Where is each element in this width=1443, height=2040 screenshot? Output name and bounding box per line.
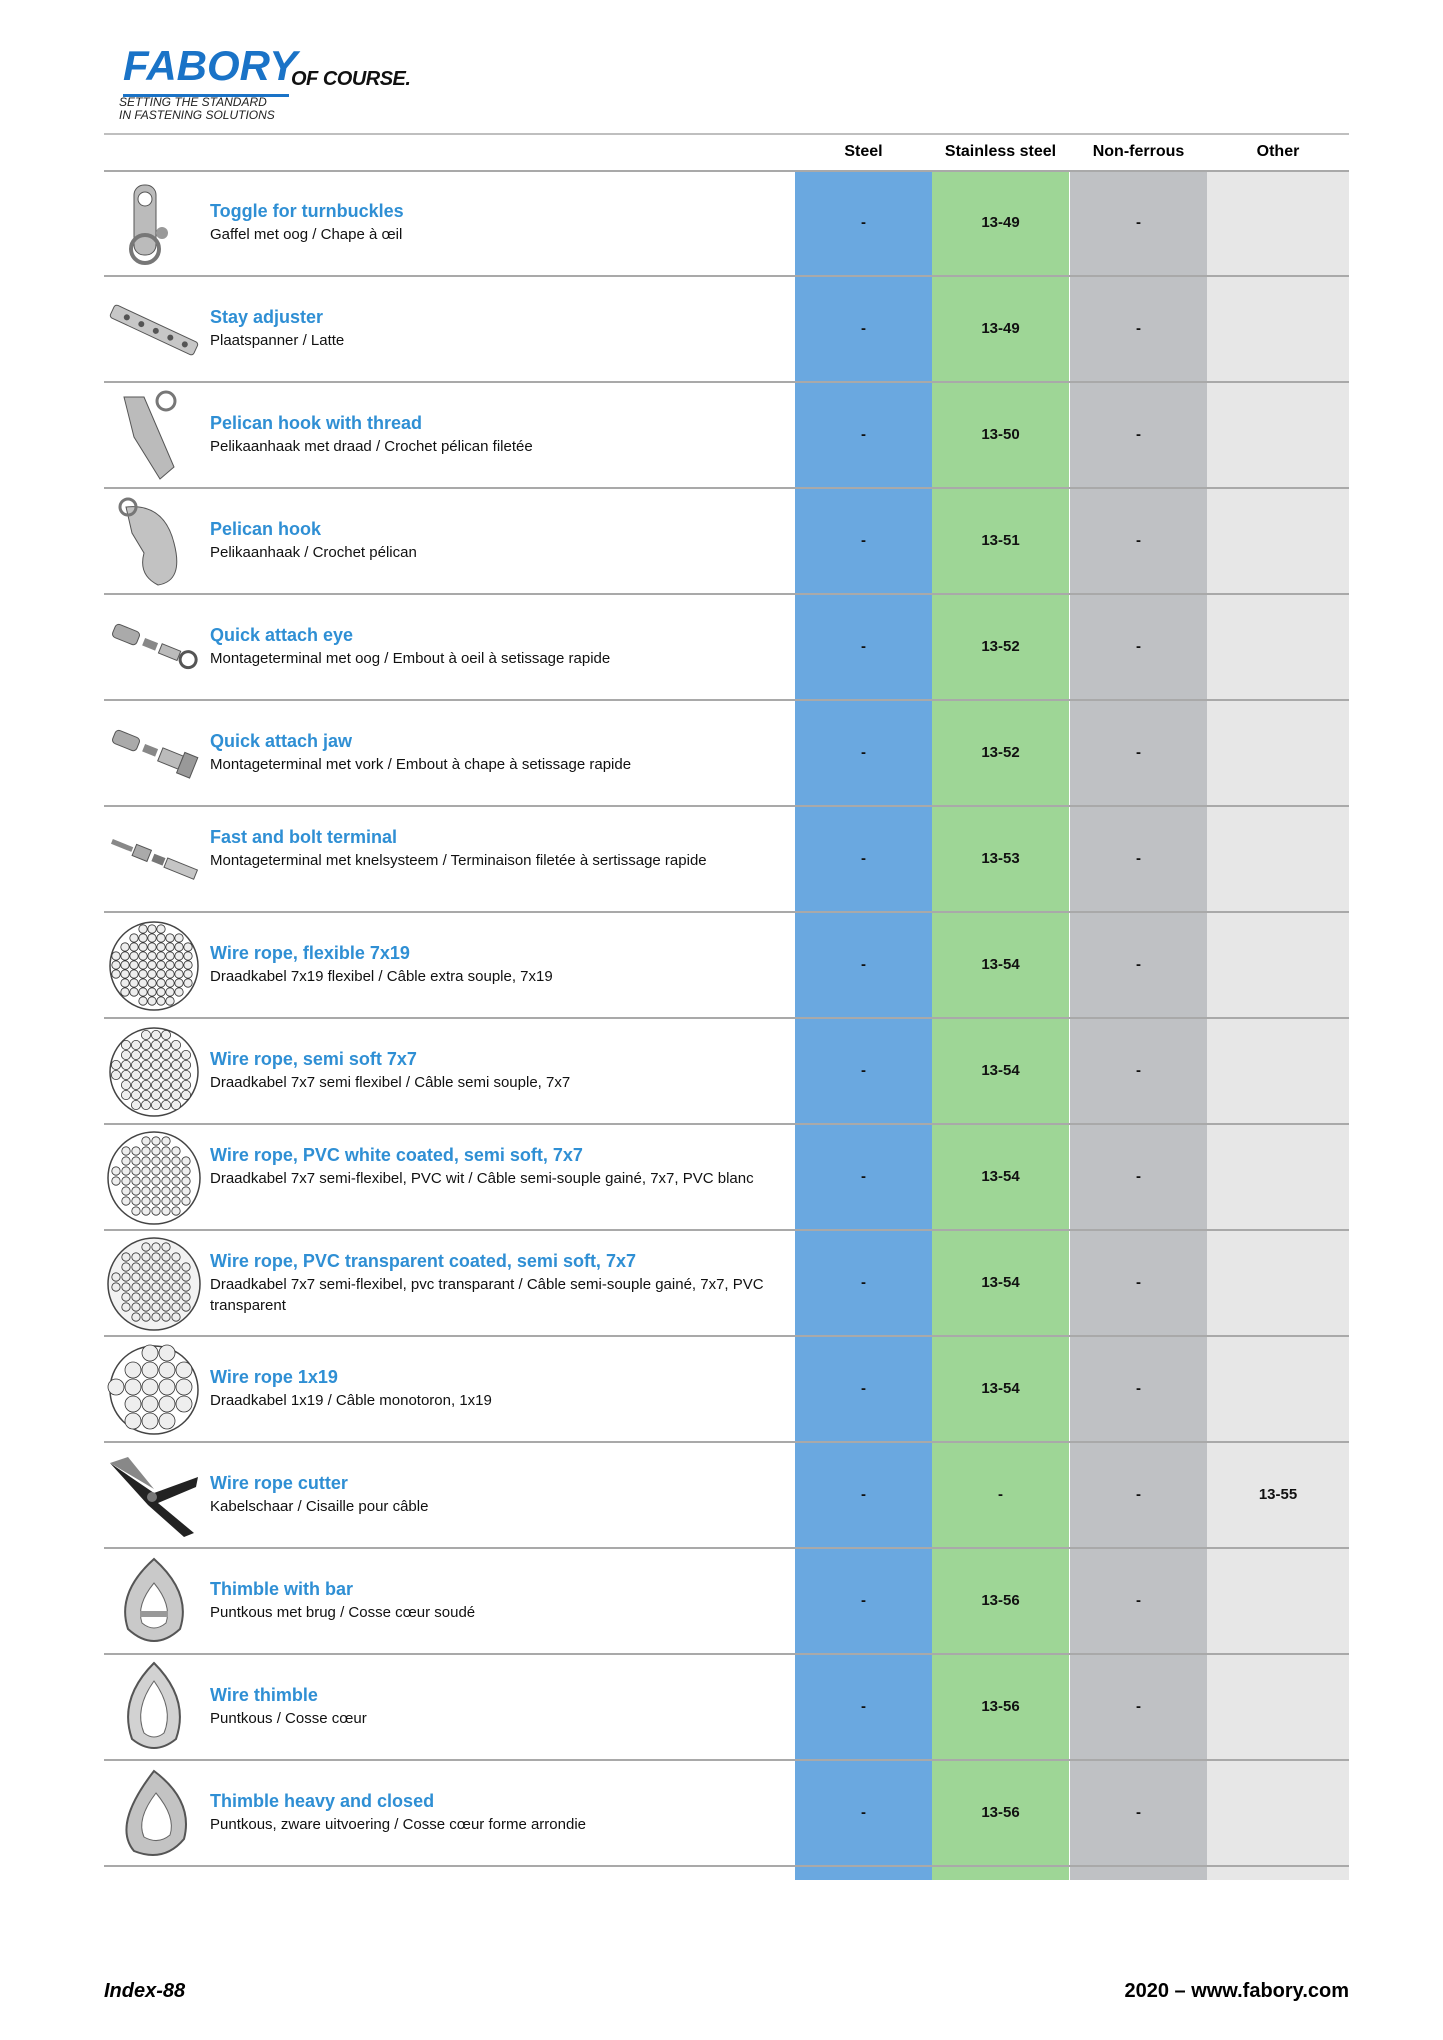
page-number: Index-88 — [104, 1980, 186, 2002]
product-subtitle: Puntkous met brug / Cosse cœur soudé — [210, 1604, 476, 1621]
product-subtitle: Draadkabel 7x7 semi-flexibel, PVC wit / Câble semi-souple gainé, 7x7, PVC blanc — [210, 1170, 754, 1187]
product-title: Wire thimble — [210, 1685, 318, 1705]
product-subtitle: Plaatspanner / Latte — [210, 332, 345, 349]
nonferrous-page-ref: - — [1136, 1380, 1141, 1397]
other-page-ref — [1207, 1655, 1349, 1759]
logo-subline-2: IN FASTENING SOLUTIONS — [119, 108, 275, 122]
steel-page-ref: - — [861, 1274, 866, 1291]
table-row — [104, 1125, 1349, 1231]
other-page-ref — [1207, 383, 1349, 487]
product-subtitle: Montageterminal met vork / Embout à chape à setissage rapide — [210, 756, 632, 773]
table-row — [104, 1231, 1349, 1337]
header-nonferrous: Non-ferrous — [1092, 143, 1185, 160]
stainless-page-ref: 13-54 — [981, 1062, 1020, 1079]
stainless-page-ref: 13-56 — [981, 1698, 1020, 1715]
brand-logo — [117, 40, 417, 130]
other-page-ref — [1207, 489, 1349, 593]
table-row — [104, 913, 1349, 1019]
bolt-terminal-icon — [104, 811, 204, 909]
stainless-page-ref: 13-49 — [981, 214, 1020, 231]
table-row — [104, 1655, 1349, 1761]
nonferrous-page-ref: - — [1136, 1698, 1141, 1715]
logo-brand: FABORY — [123, 42, 298, 89]
other-page-ref — [1207, 807, 1349, 911]
table-row — [104, 1337, 1349, 1443]
steel-page-ref: - — [861, 1486, 866, 1503]
table-row — [104, 595, 1349, 701]
stainless-page-ref: 13-54 — [981, 1274, 1020, 1291]
stainless-page-ref: 13-54 — [981, 956, 1020, 973]
steel-page-ref: - — [861, 1592, 866, 1609]
product-title: Fast and bolt terminal — [210, 827, 398, 847]
stainless-page-ref: 13-51 — [981, 532, 1020, 549]
product-subtitle: Puntkous, zware uitvoering / Cosse cœur forme arrondie — [210, 1816, 586, 1833]
pelican-hook-thread-icon — [104, 387, 204, 485]
product-title: Thimble heavy and closed — [210, 1791, 435, 1811]
product-title: Thimble with bar — [210, 1579, 354, 1599]
nonferrous-page-ref: - — [1136, 1062, 1141, 1079]
product-subtitle: Puntkous / Cosse cœur — [210, 1710, 367, 1727]
nonferrous-page-ref: - — [1136, 1274, 1141, 1291]
steel-page-ref: - — [861, 1380, 866, 1397]
stainless-page-ref: 13-52 — [981, 638, 1020, 655]
steel-page-ref: - — [861, 1698, 866, 1715]
logo-subline-1: SETTING THE STANDARD — [119, 95, 267, 109]
other-page-ref — [1207, 171, 1349, 275]
product-title: Pelican hook with thread — [210, 413, 423, 433]
nonferrous-page-ref: - — [1136, 1168, 1141, 1185]
header-stainless: Stainless steel — [944, 143, 1057, 160]
product-title: Quick attach jaw — [210, 731, 353, 751]
product-title: Pelican hook — [210, 519, 322, 539]
terminal-jaw-icon — [104, 705, 204, 803]
table-row — [104, 807, 1349, 913]
steel-page-ref: - — [861, 1804, 866, 1821]
steel-page-ref: - — [861, 638, 866, 655]
product-title: Wire rope, PVC transparent coated, semi soft, 7x7 — [210, 1251, 636, 1271]
product-title: Wire rope, PVC white coated, semi soft, 7x7 — [210, 1145, 583, 1165]
table-row — [104, 1549, 1349, 1655]
product-title: Toggle for turnbuckles — [210, 201, 404, 221]
wire-rope-1x19-icon — [104, 1341, 204, 1439]
wire-rope-pvc-transparent-icon — [104, 1235, 204, 1333]
other-page-ref — [1207, 1125, 1349, 1229]
table-row — [104, 1761, 1349, 1867]
table-row — [104, 277, 1349, 383]
steel-page-ref: - — [861, 850, 866, 867]
product-subtitle: Gaffel met oog / Chape à œil — [210, 226, 403, 243]
product-subtitle: Pelikaanhaak met draad / Crochet pélican filetée — [210, 438, 533, 455]
nonferrous-page-ref: - — [1136, 320, 1141, 337]
stainless-page-ref: 13-56 — [981, 1592, 1020, 1609]
steel-page-ref: - — [861, 956, 866, 973]
steel-page-ref: - — [861, 1168, 866, 1185]
cutter-icon — [104, 1447, 204, 1545]
nonferrous-page-ref: - — [1136, 1486, 1141, 1503]
product-title: Stay adjuster — [210, 307, 324, 327]
header-other: Other — [1256, 143, 1300, 160]
other-page-ref — [1207, 277, 1349, 381]
other-page-ref — [1207, 1019, 1349, 1123]
stainless-page-ref: 13-52 — [981, 744, 1020, 761]
nonferrous-page-ref: - — [1136, 1804, 1141, 1821]
steel-page-ref: - — [861, 744, 866, 761]
other-page-ref: 13-55 — [1258, 1486, 1298, 1503]
header-steel: Steel — [844, 143, 883, 160]
product-subtitle: Pelikaanhaak / Crochet pélican — [210, 544, 417, 561]
other-page-ref — [1207, 595, 1349, 699]
table-row — [104, 383, 1349, 489]
other-page-ref — [1207, 1231, 1349, 1335]
row-rule — [104, 1865, 1349, 1867]
steel-page-ref: - — [861, 426, 866, 443]
thimble-heavy-icon — [104, 1765, 204, 1863]
other-page-ref — [1207, 913, 1349, 1017]
wire-rope-pvc-white-icon — [104, 1129, 204, 1227]
table-row — [104, 171, 1349, 277]
steel-page-ref: - — [861, 1062, 866, 1079]
nonferrous-page-ref: - — [1136, 956, 1141, 973]
table-row — [104, 489, 1349, 595]
thimble-bar-icon — [104, 1553, 204, 1651]
steel-page-ref: - — [861, 320, 866, 337]
stainless-page-ref: 13-56 — [981, 1804, 1020, 1821]
nonferrous-page-ref: - — [1136, 532, 1141, 549]
product-subtitle: Montageterminal met knelsysteem / Terminaison filetée à sertissage rapide — [210, 852, 707, 869]
product-title: Wire rope cutter — [210, 1473, 348, 1493]
pelican-hook-icon — [104, 493, 204, 591]
steel-page-ref: - — [861, 214, 866, 231]
product-subtitle: Kabelschaar / Cisaille pour câble — [210, 1498, 429, 1515]
other-page-ref — [1207, 1337, 1349, 1441]
wire-rope-7x19-icon — [104, 917, 204, 1015]
nonferrous-page-ref: - — [1136, 214, 1141, 231]
product-subtitle: Draadkabel 1x19 / Câble monotoron, 1x19 — [210, 1392, 492, 1409]
other-page-ref — [1207, 1549, 1349, 1653]
wire-thimble-icon — [104, 1659, 204, 1757]
stainless-page-ref: 13-49 — [981, 320, 1020, 337]
product-subtitle: Montageterminal met oog / Embout à oeil à setissage rapide — [210, 650, 611, 667]
nonferrous-page-ref: - — [1136, 744, 1141, 761]
stainless-page-ref: 13-54 — [981, 1380, 1020, 1397]
stainless-page-ref: 13-54 — [981, 1168, 1020, 1185]
nonferrous-page-ref: - — [1136, 1592, 1141, 1609]
stainless-page-ref: - — [998, 1486, 1003, 1503]
table-row — [104, 1019, 1349, 1125]
table-header — [104, 133, 1349, 171]
toggle-icon — [104, 175, 204, 273]
nonferrous-page-ref: - — [1136, 638, 1141, 655]
wire-rope-7x7-icon — [104, 1023, 204, 1121]
terminal-eye-icon — [104, 599, 204, 697]
other-page-ref — [1207, 1761, 1349, 1865]
logo-subline — [119, 96, 275, 122]
logo-tagline: OF COURSE. — [291, 68, 411, 90]
product-subtitle: Draadkabel 7x7 semi flexibel / Câble semi souple, 7x7 — [210, 1074, 571, 1091]
steel-page-ref: - — [861, 532, 866, 549]
table-row — [104, 701, 1349, 807]
product-title: Wire rope, semi soft 7x7 — [210, 1049, 417, 1069]
product-subtitle: Draadkabel 7x19 flexibel / Câble extra souple, 7x19 — [210, 968, 553, 985]
footer-site: 2020 – www.fabory.com — [1124, 1980, 1349, 2002]
stainless-page-ref: 13-50 — [981, 426, 1020, 443]
nonferrous-page-ref: - — [1136, 850, 1141, 867]
stainless-page-ref: 13-53 — [981, 850, 1020, 867]
stay-adjuster-icon — [104, 281, 204, 379]
table-row — [104, 1443, 1349, 1549]
nonferrous-page-ref: - — [1136, 426, 1141, 443]
product-title: Wire rope, flexible 7x19 — [210, 943, 410, 963]
product-subtitle: Draadkabel 7x7 semi-flexibel, pvc transparant / Câble semi-souple gainé, 7x7, PVC transparent — [210, 1276, 764, 1314]
other-page-ref — [1207, 701, 1349, 805]
product-title: Quick attach eye — [210, 625, 354, 645]
product-title: Wire rope 1x19 — [210, 1367, 338, 1387]
